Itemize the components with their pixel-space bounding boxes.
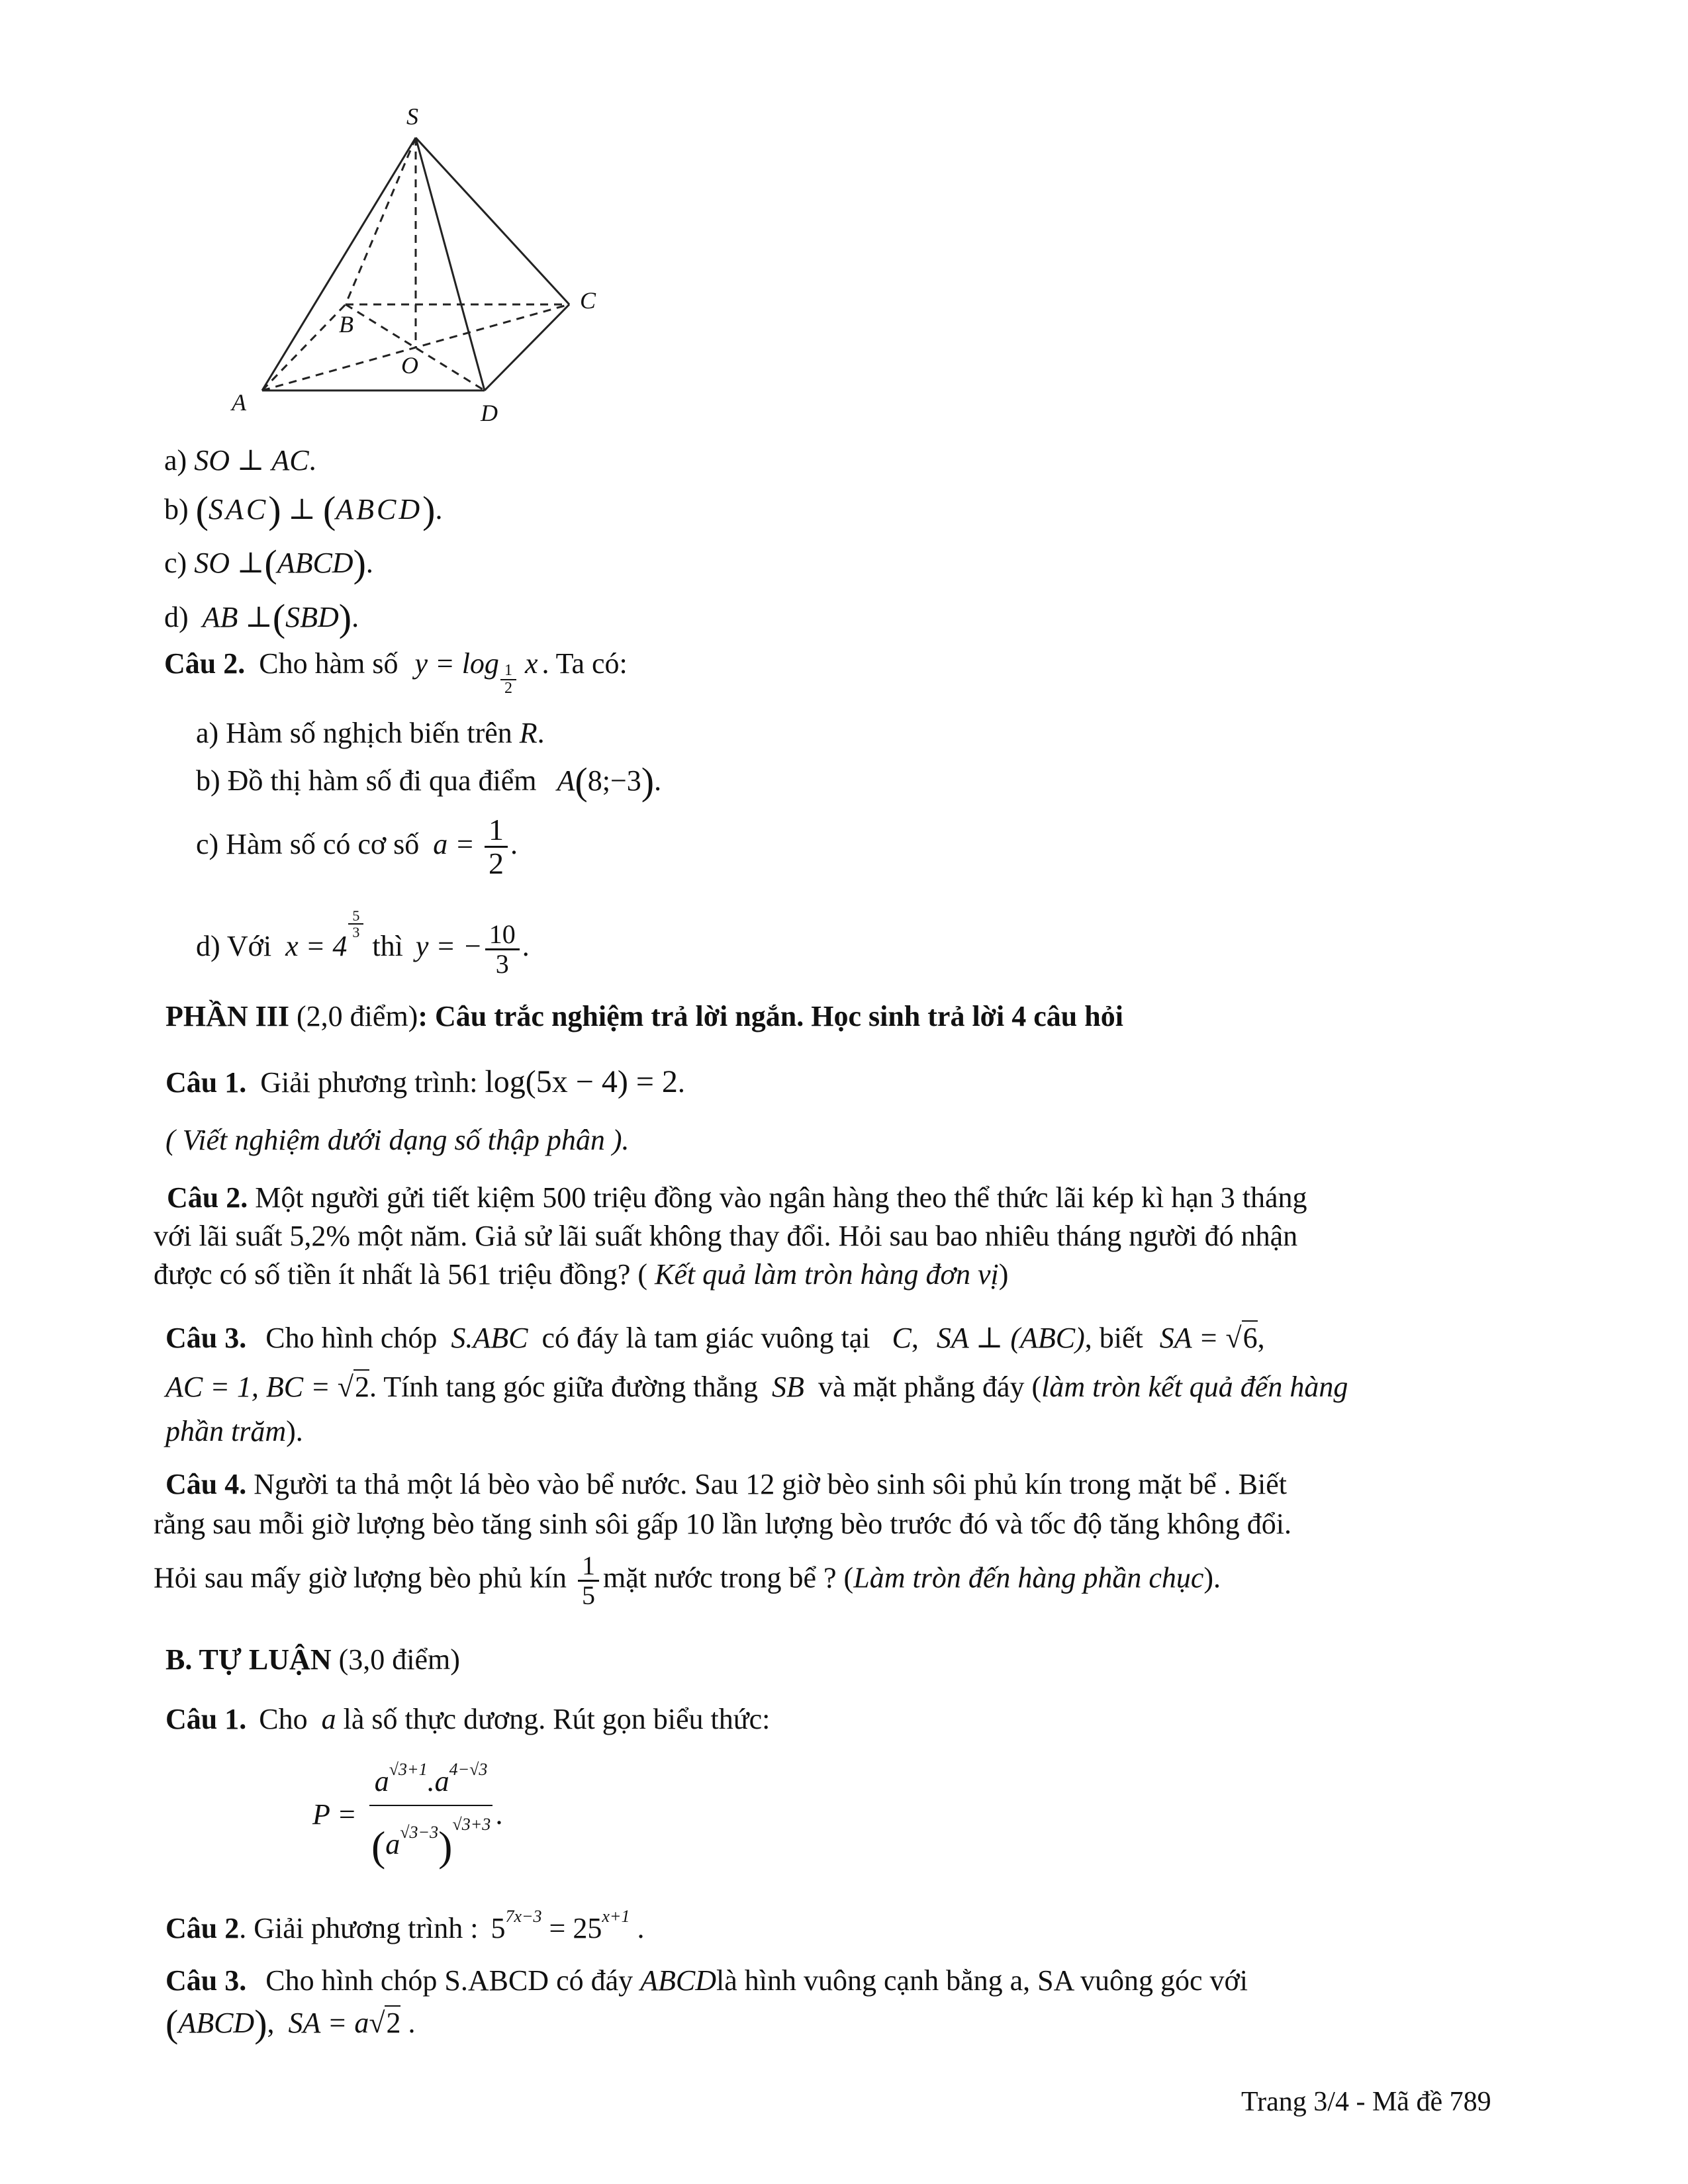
part3-q1-note: ( Viết nghiệm dưới dạng số thập phân ).: [165, 1124, 630, 1156]
label-O: O: [401, 352, 418, 379]
partB-q2: Câu 2. Giải phương trình : $5^{7x-3} = 25^{x+1}$ .: [165, 1907, 645, 1944]
label-S: S: [406, 103, 418, 130]
partB-q3-line2: (ABCD), SA = a√2 .: [165, 2002, 416, 2045]
q2-option-a: a) Hàm số nghịch biến trên R.: [196, 717, 545, 749]
option-b-lhs: SAC: [208, 493, 269, 525]
option-c: c) SO ⊥(ABCD).: [164, 542, 373, 585]
edge-AB: [262, 304, 346, 390]
part3-q2-line1: Câu 2. Một người gửi tiết kiệm 500 triệu đồng vào ngân hàng theo thể thức lãi kép kì hạn 3 tháng: [167, 1181, 1307, 1214]
edge-SA: [262, 138, 416, 390]
option-a: a) SO ⊥ AC.: [164, 444, 316, 477]
pyramid-figure: [218, 93, 616, 437]
log-base-fraction: $\frac{1}{2}$: [500, 662, 516, 697]
question-title: Câu 2.: [164, 647, 246, 680]
option-a-lhs: SO: [194, 444, 230, 477]
option-d: d) AB ⊥(SBD).: [164, 596, 359, 639]
label-D: D: [481, 400, 498, 426]
option-a-rhs: AC: [271, 444, 309, 477]
part3-q3-line3: phần trăm).: [165, 1415, 303, 1447]
exponent-fraction: $\frac{5}{3}$: [348, 908, 363, 940]
label-A: A: [232, 389, 246, 416]
option-d-rhs: SBD: [285, 601, 339, 633]
option-d-lhs: AB: [202, 601, 238, 633]
part3-q2-line3: được có số tiền ít nhất là 561 triệu đồng? ( Kết quả làm tròn hàng đơn vị): [154, 1258, 1009, 1291]
partB-q3-line1: Câu 3. Cho hình chóp S.ABCD có đáy ABCDlà hình vuông cạnh bằng a, SA vuông góc với: [165, 1964, 1248, 1997]
expression-fraction: $\frac{a^{√3+1}.a^{4-√3}}{(a^{√3-3})^{√3+3}}$: [369, 1760, 493, 1868]
one-fifth-fraction: $\frac{1}{5}$: [578, 1552, 599, 1610]
part3-q4-line1: Câu 4. Người ta thả một lá bèo vào bể nước. Sau 12 giờ bèo sinh sôi phủ kín trong mặt bể . Biết: [165, 1468, 1287, 1500]
label-B: B: [339, 311, 353, 338]
part3-q4-line2: rằng sau mỗi giờ lượng bèo tăng sinh sôi gấp 10 lần lượng bèo trước đó và tốc độ tăng không đổi.: [154, 1508, 1292, 1540]
base-fraction: $\frac{1}{2}$: [485, 814, 508, 880]
q2-option-b: b) Đồ thị hàm số đi qua điểm A(8;−3).: [196, 760, 662, 803]
part3-q3-line1: Câu 3. Cho hình chóp S.ABC có đáy là tam giác vuông tại C, SA ⊥ (ABC), biết SA = √6,: [165, 1322, 1265, 1354]
label-C: C: [580, 287, 596, 314]
expression-P: P = $\frac{a^{√3+1}.a^{4-√3}}{(a^{√3-3})^{√3+3}}$ .: [312, 1760, 503, 1870]
question-2-header: Câu 2. Cho hàm số y = log $\frac{1}{2}$ x . Ta có:: [164, 647, 628, 697]
part3-q2-line2: với lãi suất 5,2% một năm. Giả sử lãi suất không thay đổi. Hỏi sau bao nhiêu tháng người đó nhận: [154, 1220, 1298, 1252]
q2-option-c: c) Hàm số có cơ số a = $\frac{1}{2}$ .: [196, 813, 518, 881]
option-b-rhs: ABCD: [336, 493, 423, 525]
page-footer: Trang 3/4 - Mã đề 789: [1241, 2087, 1491, 2117]
part3-q1: Câu 1. Giải phương trình: log(5x − 4) = 2.: [165, 1064, 685, 1099]
value-fraction: $\frac{10}{3}$: [485, 921, 520, 978]
option-c-rhs: ABCD: [277, 547, 353, 579]
part3-q4-line3: Hỏi sau mấy giờ lượng bèo phủ kín $\frac{1}{5}$ mặt nước trong bể ? (Làm tròn đến hàng phần chục).: [154, 1551, 1221, 1610]
option-c-lhs: SO: [194, 547, 230, 579]
part3-q3-line2: AC = 1, BC = √2. Tính tang góc giữa đường thẳng SB và mặt phẳng đáy (làm tròn kết quả đến hàng: [165, 1371, 1348, 1403]
part3-heading: PHẦN III (2,0 điểm): Câu trắc nghiệm trả lời ngắn. Học sinh trả lời 4 câu hỏi: [165, 1000, 1123, 1032]
edge-SB: [346, 138, 416, 304]
partB-heading: B. TỰ LUẬN (3,0 điểm): [165, 1643, 460, 1676]
partB-q1: Câu 1. Cho a là số thực dương. Rút gọn biểu thức:: [165, 1703, 771, 1735]
q2-option-d: d) Với x = 4 $\frac{5}{3}$ thì y = − $\frac{10}{3}$ .: [196, 907, 530, 979]
edge-DC: [485, 304, 569, 390]
option-b: b) (SAC) ⊥ (ABCD).: [164, 488, 443, 531]
log-equation: log(5x − 4) = 2: [485, 1064, 678, 1099]
